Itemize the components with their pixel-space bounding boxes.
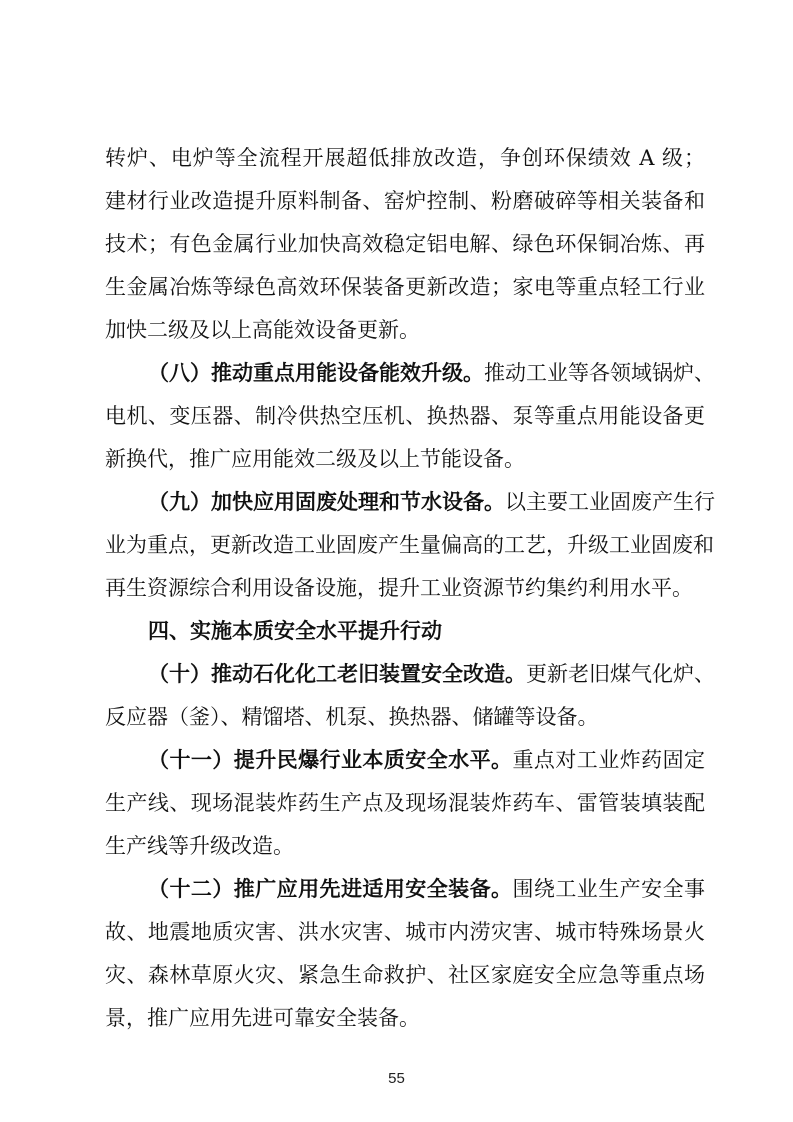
p9-line-1 — [148, 487, 715, 517]
p1-line-3: 技术；有色金属行业加快高效稳定铝电解、绿色环保铜冶炼、再 — [105, 232, 705, 256]
p11-line-1-text: 重点对工业炸药固定 — [512, 748, 706, 772]
p1-line-2: 建材行业改造提升原料制备、窑炉控制、粉磨破碎等相关装备和 — [105, 189, 705, 213]
p8-line-1 — [148, 358, 715, 388]
page-number: 55 — [388, 1070, 405, 1087]
p11-title: （十一）提升民爆行业本质安全水平。 — [148, 748, 513, 772]
p11-line-2: 生产线、现场混装炸药生产点及现场混装炸药车、雷管装填装配 — [105, 791, 705, 815]
p1-line-5: 加快二级及以上高能效设备更新。 — [105, 318, 420, 342]
p12-line-1-text: 围绕工业生产安全事 — [512, 877, 706, 901]
p1-line-1: 转炉、电炉等全流程开展超低排放改造，争创环保绩效 A 级； — [105, 146, 705, 170]
p12-line-2: 故、地震地质灾害、洪水灾害、城市内涝灾害、城市特殊场景火 — [105, 920, 705, 944]
p10-title: （十）推动石化化工老旧装置安全改造。 — [148, 662, 526, 686]
p9-line-1-text: 以主要工业固废产生行 — [505, 490, 715, 514]
p12-line-1 — [148, 874, 705, 904]
p8-line-3: 新换代，推广应用能效二级及以上节能设备。 — [105, 447, 525, 471]
p11-line-3: 生产线等升级改造。 — [105, 834, 294, 858]
p12-title: （十二）推广应用先进适用安全装备。 — [148, 877, 513, 901]
p9-line-2: 业为重点，更新改造工业固废产生量偏高的工艺，升级工业固废和 — [105, 533, 714, 557]
p10-line-2: 反应器（釜）、精馏塔、机泵、换热器、储罐等设备。 — [105, 705, 599, 729]
p8-line-2: 电机、变压器、制冷供热空压机、换热器、泵等重点用能设备更 — [105, 404, 705, 428]
p12-line-4: 景，推广应用先进可靠安全装备。 — [105, 1006, 420, 1030]
p10-line-1 — [148, 659, 715, 689]
p9-line-3: 再生资源综合利用设备设施，提升工业资源节约集约利用水平。 — [105, 576, 693, 600]
p1-line-4: 生金属冶炼等绿色高效环保装备更新改造；家电等重点轻工行业 — [105, 275, 705, 299]
p8-title: （八）推动重点用能设备能效升级。 — [148, 361, 484, 385]
p10-line-1-text: 更新老旧煤气化炉、 — [526, 662, 715, 686]
p11-line-1 — [148, 745, 705, 775]
p9-title: （九）加快应用固废处理和节水设备。 — [148, 490, 505, 514]
p12-line-3: 灾、森林草原火灾、紧急生命救护、社区家庭安全应急等重点场 — [105, 963, 705, 987]
section-4-heading: 四、实施本质安全水平提升行动 — [148, 619, 442, 643]
p8-line-1-text: 推动工业等各领域锅炉、 — [484, 361, 715, 385]
